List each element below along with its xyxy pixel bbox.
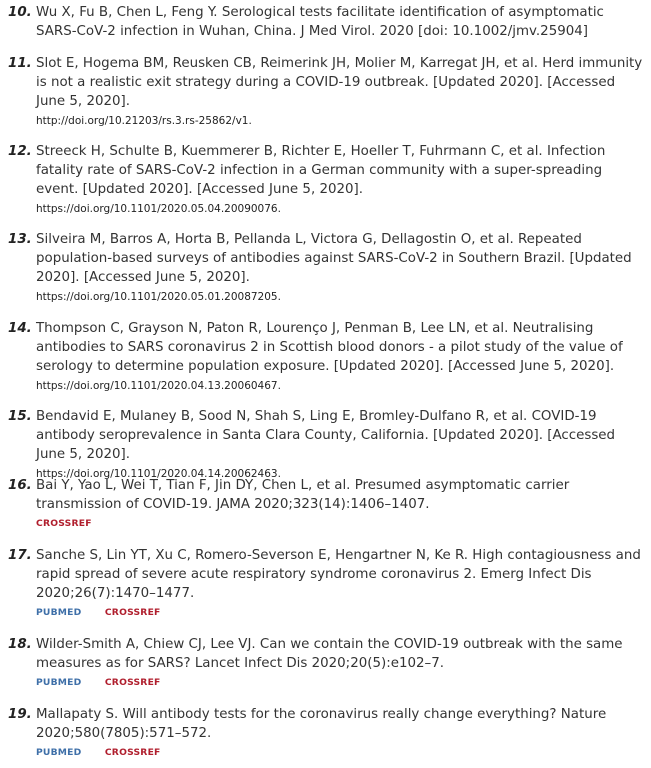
reference-number: 18. [8, 637, 32, 652]
pubmed-link[interactable]: PUBMED [36, 607, 82, 618]
pubmed-link[interactable]: PUBMED [36, 677, 82, 688]
reference-item-13 [0, 230, 651, 304]
reference-links [36, 606, 645, 620]
reference-url: https://doi.org/10.1101/2020.04.14.20062463. [36, 468, 281, 480]
reference-number: 15. [8, 409, 32, 424]
reference-item-19 [0, 705, 651, 760]
reference-item-14 [0, 319, 651, 393]
crossref-link[interactable]: CROSSREF [104, 747, 161, 758]
reference-number: 12. [8, 144, 32, 159]
reference-item-16 [0, 476, 651, 531]
reference-url: https://doi.org/10.1101/2020.05.01.20087205. [36, 291, 281, 303]
reference-number: 17. [8, 548, 32, 563]
reference-url: https://doi.org/10.1101/2020.05.04.20090076. [36, 203, 281, 215]
reference-links [36, 746, 645, 760]
reference-links [36, 676, 645, 690]
reference-item-11 [0, 54, 651, 128]
reference-citation: Sanche S, Lin YT, Xu C, Romero-Severson E, Hengartner N, Ke R. High contagiousness and rapid spread of severe acute respiratory syndrome coronavirus 2. Emerg Infect Dis 2020;26(7):1470–1477. [36, 548, 641, 601]
reference-item-17 [0, 546, 651, 620]
crossref-link[interactable]: CROSSREF [104, 607, 161, 618]
reference-item-15 [0, 407, 651, 481]
reference-citation: Wu X, Fu B, Chen L, Feng Y. Serological tests facilitate identification of asymptomatic SARS-CoV-2 infection in Wuhan, China. J Med Virol. 2020 [doi: 10.1002/jmv.25904] [36, 5, 604, 39]
reference-citation: Wilder-Smith A, Chiew CJ, Lee VJ. Can we contain the COVID-19 outbreak with the same measures as for SARS? Lancet Infect Dis 2020;20(5):e102–7. [36, 637, 623, 671]
reference-url: https://doi.org/10.1101/2020.04.13.20060467. [36, 380, 281, 392]
reference-number: 11. [8, 56, 32, 71]
reference-number: 14. [8, 321, 32, 336]
reference-number: 13. [8, 232, 32, 247]
reference-citation: Bendavid E, Mulaney B, Sood N, Shah S, Ling E, Bromley-Dulfano R, et al. COVID-19 antibody seroprevalence in Santa Clara County, California. [Updated 2020]. [Accessed June 5, 2020]. [36, 409, 616, 462]
reference-number: 10. [8, 5, 32, 20]
reference-url: http://doi.org/10.21203/rs.3.rs-25862/v1. [36, 115, 252, 127]
reference-citation: Mallapaty S. Will antibody tests for the coronavirus really change everything? Nature 2020;580(7805):571–572. [36, 707, 607, 741]
reference-citation: Thompson C, Grayson N, Paton R, Lourenço J, Penman B, Lee LN, et al. Neutralising antibodies to SARS coronavirus 2 in Scottish blood donors - a pilot study of the value of serology to determine population exposure. [Updated 2020]. [Accessed June 5, 2020]. [36, 321, 623, 374]
reference-item-12 [0, 142, 651, 216]
pubmed-link[interactable]: PUBMED [36, 747, 82, 758]
reference-item-18 [0, 635, 651, 690]
reference-number: 16. [8, 478, 32, 493]
reference-citation: Streeck H, Schulte B, Kuemmerer B, Richter E, Hoeller T, Fuhrmann C, et al. Infection fatality rate of SARS-CoV-2 infection in a German community with a super-spreading event. [Updated 2020]. [Accessed June 5, 2020]. [36, 144, 606, 197]
reference-number: 19. [8, 707, 32, 722]
reference-item-10 [0, 3, 651, 41]
reference-links [36, 517, 645, 531]
reference-citation: Bai Y, Yao L, Wei T, Tian F, Jin DY, Chen L, et al. Presumed asymptomatic carrier transmission of COVID-19. JAMA 2020;323(14):1406–1407. [36, 478, 570, 512]
reference-citation: Silveira M, Barros A, Horta B, Pellanda L, Victora G, Dellagostin O, et al. Repeated population-based surveys of antibodies against SARS-CoV-2 in Southern Brazil. [Updated 2020]. [Accessed June 5, 2020]. [36, 232, 632, 285]
reference-citation: Slot E, Hogema BM, Reusken CB, Reimerink JH, Molier M, Karregat JH, et al. Herd immunity is not a realistic exit strategy during a COVID-19 outbreak. [Updated 2020]. [Accessed June 5, 2020]. [36, 56, 643, 109]
crossref-link[interactable]: CROSSREF [36, 518, 92, 529]
crossref-link[interactable]: CROSSREF [104, 677, 161, 688]
